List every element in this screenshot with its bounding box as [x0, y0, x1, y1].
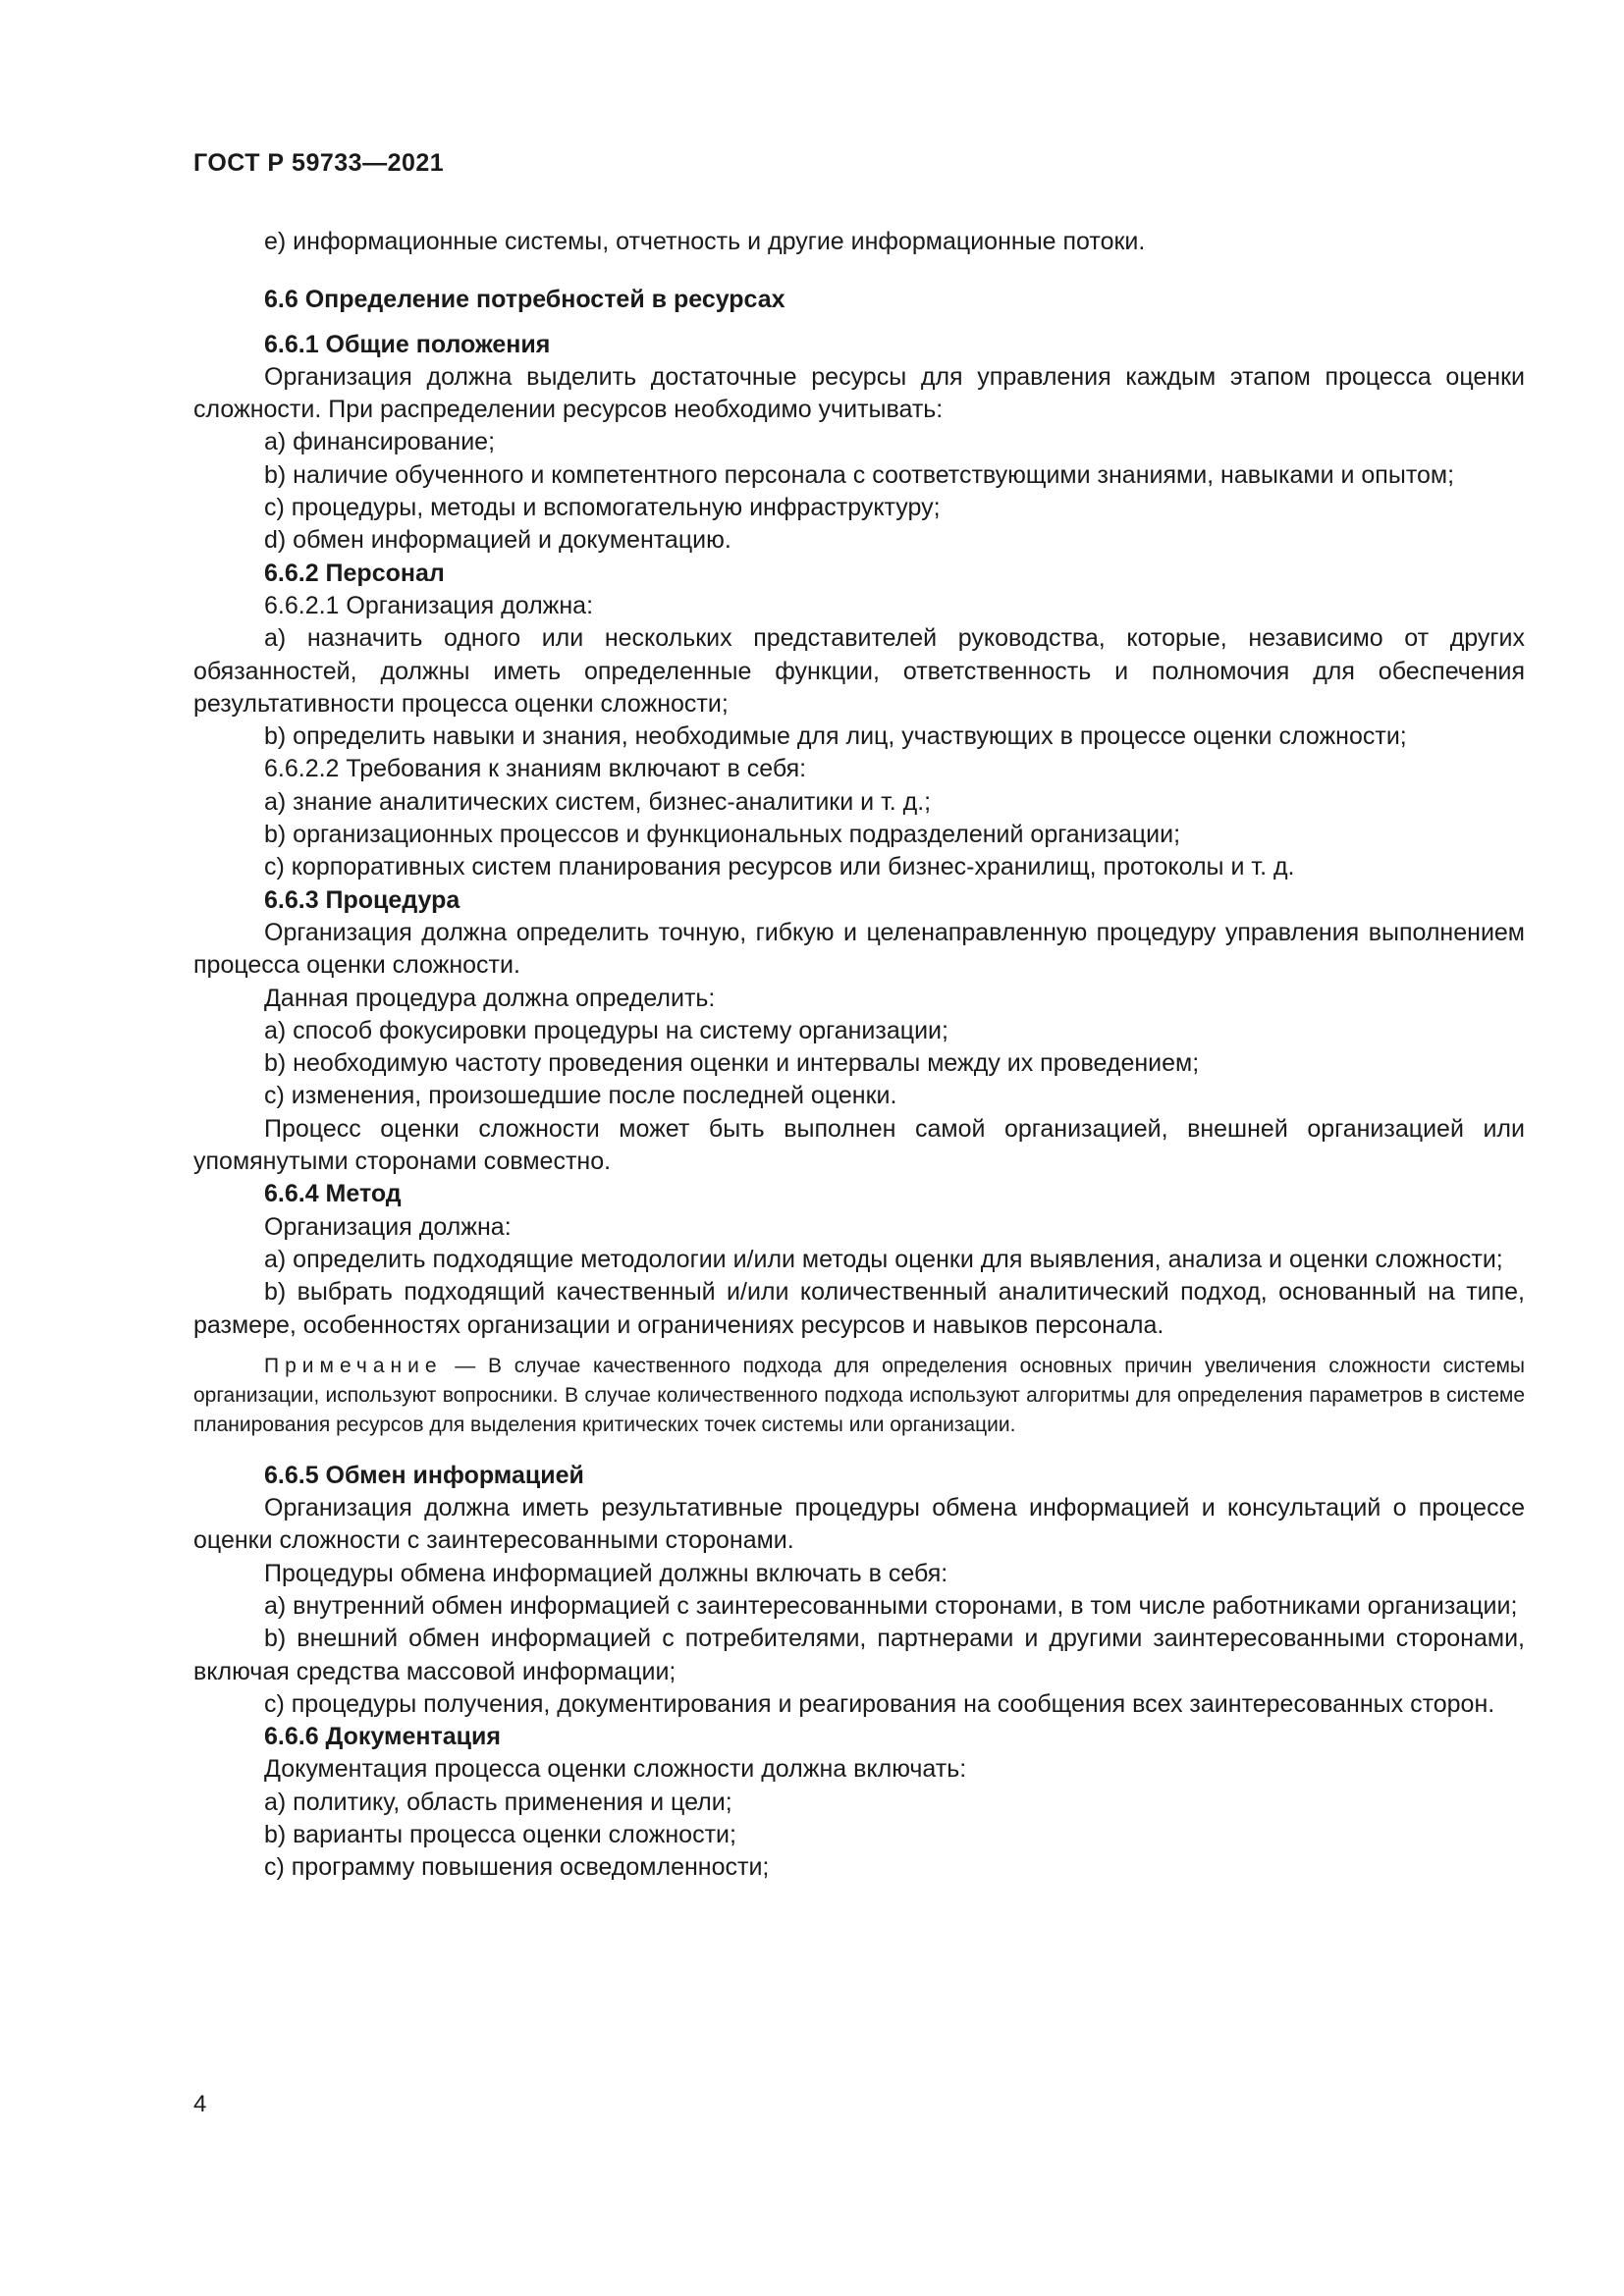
list-item: c) процедуры, методы и вспомогательную инфраструктуру;	[264, 494, 941, 522]
list-item: c) изменения, произошедшие после последней оценки.	[264, 1082, 897, 1110]
list-item: b) определить навыки и знания, необходимые для лиц, участвующих в процессе оценки сложности;	[264, 722, 1407, 751]
list-item: b) необходимую частоту проведения оценки и интервалы между их проведением;	[264, 1049, 1200, 1078]
paragraph: Организация должна иметь результативные процедуры обмена информацией и консультаций о процессе оценки сложности с заинтересованными сторонами.	[193, 1494, 1525, 1555]
list-item: b) варианты процесса оценки сложности;	[264, 1821, 736, 1849]
list-item: d) обмен информацией и документацию.	[264, 526, 731, 555]
list-item: a) назначить одного или нескольких представителей руководства, которые, независимо от других обязанностей, должны иметь определенные функции, ответственность и полномочия для обеспечения результативности процесса оценки сложности;	[193, 624, 1525, 718]
list-item: b) организационных процессов и функциональных подразделений организации;	[264, 821, 1181, 849]
list-item: a) определить подходящие методологии и/или методы оценки для выявления, анализа и оценки сложности;	[264, 1245, 1503, 1273]
paragraph: Процедуры обмена информацией должны включать в себя:	[264, 1559, 948, 1587]
document-body	[193, 226, 1525, 1885]
subsection-heading-6-6-3: 6.6.3 Процедура	[264, 885, 460, 914]
list-item: b) выбрать подходящий качественный и/или количественный аналитический подход, основанный на типе, размере, особенностях организации и ограничениях ресурсов и навыков персонала.	[193, 1278, 1525, 1339]
paragraph: 6.6.2.1 Организация должна:	[264, 591, 594, 619]
subsection-heading-6-6-5: 6.6.5 Обмен информацией	[264, 1461, 584, 1489]
list-item: a) способ фокусировки процедуры на систему организации;	[264, 1016, 948, 1044]
list-item: c) программу повышения осведомленности;	[264, 1853, 770, 1882]
paragraph: Организация должна определить точную, гибкую и целенаправленную процедуру управления выполнением процесса оценки сложности.	[193, 918, 1525, 980]
subsection-heading-6-6-1: 6.6.1 Общие положения	[264, 330, 551, 358]
document-header: ГОСТ Р 59733—2021	[193, 149, 445, 177]
paragraph: Документация процесса оценки сложности должна включать:	[264, 1755, 967, 1784]
subsection-heading-6-6-4: 6.6.4 Метод	[264, 1180, 402, 1208]
paragraph: Организация должна:	[264, 1212, 512, 1241]
list-item: c) корпоративных систем планирования ресурсов или бизнес-хранилищ, протоколы и т. д.	[264, 853, 1295, 881]
list-item: c) процедуры получения, документирования и реагирования на сообщения всех заинтересованных сторон.	[264, 1689, 1495, 1718]
list-item-e: е) информационные системы, отчетность и другие информационные потоки.	[264, 228, 1146, 255]
list-item: a) финансирование;	[264, 428, 496, 456]
paragraph: Процесс оценки сложности может быть выполнен самой организацией, внешней организацией или упомянутыми сторонами совместно.	[193, 1114, 1525, 1176]
note-text: — В случае качественного подхода для определения основных причин увеличения сложности системы организации, используют вопросники. В случае количественного подхода используют алгоритмы для определения параметров в системе планирования ресурсов для выделения критических точек системы или организации.	[193, 1354, 1525, 1436]
paragraph: Организация должна выделить достаточные ресурсы для управления каждым этапом процесса оценки сложности. При распределении ресурсов необходимо учитывать:	[193, 362, 1525, 424]
paragraph: Данная процедура должна определить:	[264, 984, 716, 1012]
subsection-heading-6-6-6: 6.6.6 Документация	[264, 1723, 501, 1751]
note-label: Примечание	[264, 1354, 443, 1377]
list-item: a) знание аналитических систем, бизнес-аналитики и т. д.;	[264, 787, 932, 816]
section-heading-6-6: 6.6 Определение потребностей в ресурсах	[264, 286, 785, 314]
paragraph: 6.6.2.2 Требования к знаниям включают в себя:	[264, 755, 807, 783]
list-item: a) политику, область применения и цели;	[264, 1788, 732, 1816]
note	[193, 1352, 1525, 1440]
list-item: b) внешний обмен информацией с потребителями, партнерами и другими заинтересованными сторонами, включая средства массовой информации;	[193, 1625, 1525, 1685]
list-item: b) наличие обученного и компетентного персонала с соответствующими знаниями, навыками и опытом;	[264, 460, 1455, 489]
subsection-heading-6-6-2: 6.6.2 Персонал	[264, 559, 445, 587]
page-number: 4	[193, 2091, 207, 2117]
list-item: a) внутренний обмен информацией с заинтересованными сторонами, в том числе работниками организации;	[264, 1591, 1518, 1620]
